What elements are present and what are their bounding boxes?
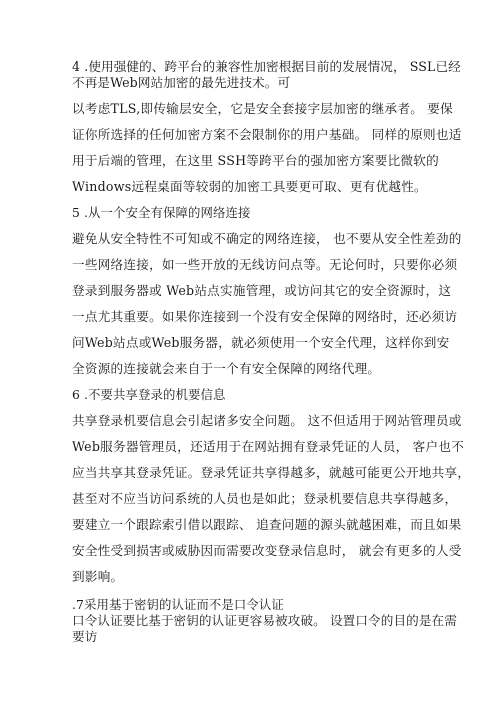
paragraph-5-line-6: 全资源的连接就会来自于一个有安全保障的网络代理。	[72, 361, 381, 376]
paragraph-4-line-5: 用于后端的管理，在这里 SSH等跨平台的强加密方案要比微软的	[72, 153, 439, 168]
paragraph-5-line-2: 一些网络连接，如一些开放的无线访问点等。无论何时，只要你必须	[72, 257, 458, 272]
paragraph-4-line-3: 以考虑TLS,即传输层安全，它是安全套接字层加密的继承者。 要保	[72, 101, 453, 116]
paragraph-6-line-1: 共享登录机要信息会引起诸多安全问题。 这不但适用于网站管理员或	[72, 413, 462, 428]
paragraph-6-line-6: 安全性受到损害或威胁因而需要改变登录信息时， 就会有更多的人受	[72, 543, 462, 558]
paragraph-5-line-1: 避免从安全特性不可知或不确定的网络连接， 也不要从安全性差劲的	[72, 231, 462, 246]
section-5-heading: 5 .从一个安全有保障的网络连接	[72, 205, 251, 220]
paragraph-6-line-3: 应当共享其登录凭证。登录凭证共享得越多，就越可能更公开地共享，	[72, 465, 471, 480]
paragraph-6-line-4: 甚至对不应当访问系统的人员也是如此；登录机要信息共享得越多，	[72, 491, 458, 506]
paragraph-7-line-2: 要访	[72, 629, 98, 644]
paragraph-4-line-2: 不再是Web网站加密的最先进技术。可	[72, 75, 291, 90]
section-7-heading: .7采用基于密钥的认证而不是口令认证	[72, 597, 284, 612]
paragraph-5-line-3: 登录到服务器或 Web站点实施管理，或访问其它的安全资源时，这	[72, 283, 452, 298]
paragraph-4-line-1: 4 .使用强健的、跨平台的兼容性加密根据目前的发展情况， SSL已经	[72, 59, 461, 74]
section-6-heading: 6 .不要共享登录的机要信息	[72, 387, 226, 402]
paragraph-5-line-5: 问Web站点或Web服务器，就必须使用一个安全代理，这样你到安	[72, 335, 450, 350]
paragraph-4-line-6: Windows远程桌面等较弱的加密工具要更可取、更有优越性。	[72, 179, 427, 194]
paragraph-7-line-1: 口令认证要比基于密钥的认证更容易被攻破。 设置口令的目的是在需	[72, 613, 457, 628]
paragraph-6-line-5: 要建立一个跟踪索引借以跟踪、 追查问题的源头就越困难，而且如果	[72, 517, 462, 532]
paragraph-6-line-2: Web服务器管理员，还适用于在网站拥有登录凭证的人员， 客户也不	[72, 439, 465, 454]
paragraph-4-line-4: 证你所选择的任何加密方案不会限制你的用户基础。 同样的原则也适	[72, 127, 462, 142]
paragraph-5-line-4: 一点尤其重要。如果你连接到一个没有安全保障的网络时，还必须访	[72, 309, 458, 324]
paragraph-6-line-7: 到影响。	[72, 569, 124, 584]
